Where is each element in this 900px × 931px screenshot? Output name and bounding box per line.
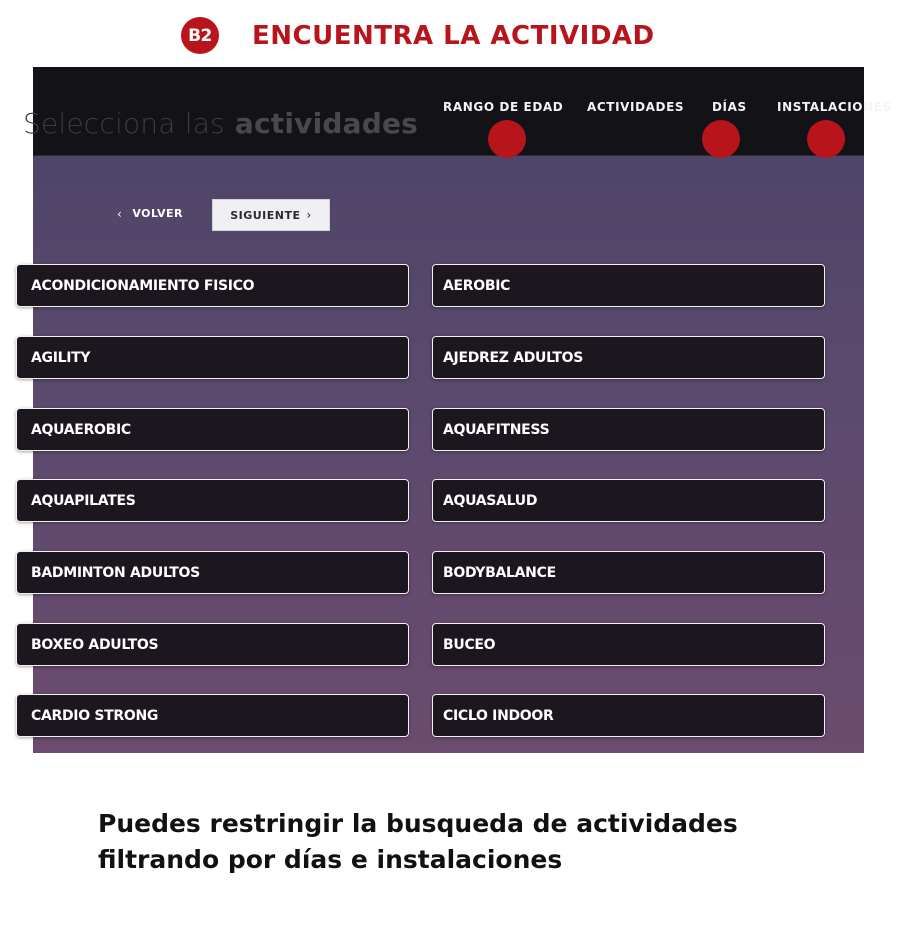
back-button[interactable] bbox=[117, 207, 183, 220]
caption-line-1: Puedes restringir la busqueda de actividades bbox=[98, 809, 738, 838]
activity-option[interactable]: AQUAEROBIC bbox=[16, 408, 409, 451]
page-heading: ENCUENTRA LA ACTIVIDAD bbox=[252, 21, 655, 51]
nav-age-range[interactable]: RANGO DE EDAD bbox=[443, 100, 564, 114]
activity-option[interactable]: AJEDREZ ADULTOS bbox=[432, 336, 825, 379]
caption-line-2: filtrando por días e instalaciones bbox=[98, 845, 563, 874]
activity-option[interactable]: ACONDICIONAMIENTO FISICO bbox=[16, 264, 409, 307]
activity-option[interactable]: AQUASALUD bbox=[432, 479, 825, 522]
activity-option[interactable]: AQUAFITNESS bbox=[432, 408, 825, 451]
step-badge: B2 bbox=[181, 17, 219, 54]
instruction-caption bbox=[98, 806, 878, 878]
activity-option[interactable]: CICLO INDOOR bbox=[432, 694, 825, 737]
nav-facilities[interactable]: INSTALACIONES bbox=[777, 100, 892, 114]
activity-option[interactable]: BOXEO ADULTOS bbox=[16, 623, 409, 666]
back-button-label: VOLVER bbox=[132, 207, 183, 220]
activity-option[interactable]: BUCEO bbox=[432, 623, 825, 666]
highlight-marker-days bbox=[702, 120, 740, 158]
activity-option[interactable]: BODYBALANCE bbox=[432, 551, 825, 594]
next-button[interactable] bbox=[212, 199, 330, 231]
activity-option[interactable]: BADMINTON ADULTOS bbox=[16, 551, 409, 594]
highlight-marker-facilities bbox=[807, 120, 845, 158]
hero-title-prefix: Selecciona las bbox=[23, 107, 225, 140]
hero-title-strong: actividades bbox=[234, 107, 419, 140]
chevron-right-icon: › bbox=[306, 208, 312, 222]
nav-activities[interactable]: ACTIVIDADES bbox=[587, 100, 685, 114]
chevron-left-icon: ‹ bbox=[117, 206, 123, 221]
activity-option[interactable]: AEROBIC bbox=[432, 264, 825, 307]
hero-title bbox=[23, 107, 418, 140]
next-button-label: SIGUIENTE bbox=[230, 208, 301, 222]
activity-option[interactable]: AQUAPILATES bbox=[16, 479, 409, 522]
highlight-marker-age-range bbox=[488, 120, 526, 158]
activity-option[interactable]: CARDIO STRONG bbox=[16, 694, 409, 737]
activity-option[interactable]: AGILITY bbox=[16, 336, 409, 379]
app-screenshot bbox=[23, 67, 892, 753]
nav-days[interactable]: DÍAS bbox=[712, 100, 747, 114]
